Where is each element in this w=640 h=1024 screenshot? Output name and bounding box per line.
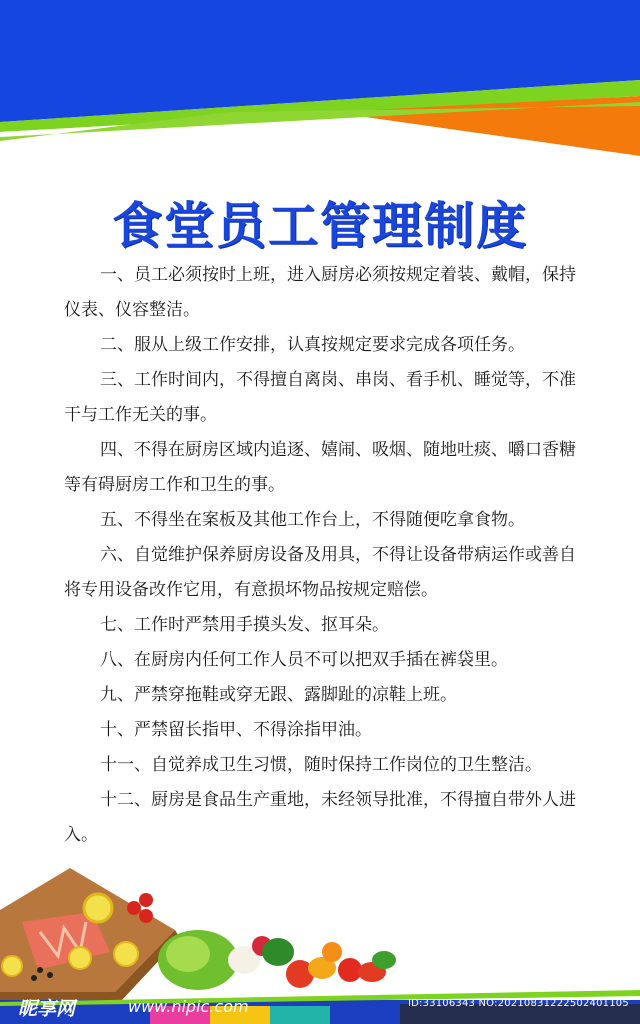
- top-banner: [0, 0, 640, 160]
- lemon-icon: [84, 894, 112, 922]
- pepper-dot: [37, 967, 43, 973]
- rule-item: 三、工作时间内，不得擅自离岗、串岗、看手机、睡觉等，不准干与工作无关的事。: [64, 370, 576, 425]
- rule-item: 五、不得坐在案板及其他工作台上，不得随便吃拿食物。: [100, 510, 525, 530]
- pepper-dot: [31, 975, 37, 981]
- tomato-icon: [139, 893, 153, 907]
- rule-item: 九、严禁穿拖鞋或穿无跟、露脚趾的凉鞋上班。: [100, 685, 457, 705]
- rule-item: 十、严禁留长指甲、不得涂指甲油。: [100, 720, 372, 740]
- lemon-icon: [114, 942, 138, 966]
- rule-item: 一、员工必须按时上班，进入厨房必须按规定着装、戴帽，保持仪表、仪容整洁。: [64, 265, 576, 320]
- watermark-logo: 昵享网: [18, 998, 76, 1020]
- watermark-id: ID:33106343 NO:20210831222502401105: [408, 998, 629, 1009]
- lettuce-icon: [166, 936, 210, 972]
- rule-item: 十二、厨房是食品生产重地，未经领导批准，不得擅自带外人进入。: [64, 790, 576, 845]
- rules-list: [64, 258, 584, 853]
- rule-item: 八、在厨房内任何工作人员不可以把双手插在裤袋里。: [100, 650, 508, 670]
- lemon-icon: [2, 956, 22, 976]
- lemon-icon: [69, 947, 91, 969]
- orange-icon: [322, 942, 342, 962]
- tomato-icon: [139, 909, 153, 923]
- page-title: 食堂员工管理制度: [112, 197, 528, 255]
- rule-item: 四、不得在厨房区域内追逐、嬉闹、吸烟、随地吐痰、嚼口香糖等有碍厨房工作和卫生的事。: [64, 440, 576, 495]
- rule-item: 七、工作时严禁用手摸头发、抠耳朵。: [100, 615, 389, 635]
- watermark-url: www.nipic.com: [128, 997, 249, 1016]
- pepper-dot: [47, 972, 53, 978]
- broccoli-icon: [262, 938, 294, 966]
- greens-icon: [372, 951, 396, 969]
- tomato-icon: [127, 901, 141, 915]
- footer-bar-teal: [270, 1006, 330, 1024]
- rule-item: 二、服从上级工作安排，认真按规定要求完成各项任务。: [100, 335, 525, 355]
- rule-item: 六、自觉维护保养厨房设备及用具，不得让设备带病运作或善自将专用设备改作它用，有意损坏物品按规定赔偿。: [64, 545, 576, 600]
- rule-item: 十一、自觉养成卫生习惯，随时保持工作岗位的卫生整洁。: [100, 755, 542, 775]
